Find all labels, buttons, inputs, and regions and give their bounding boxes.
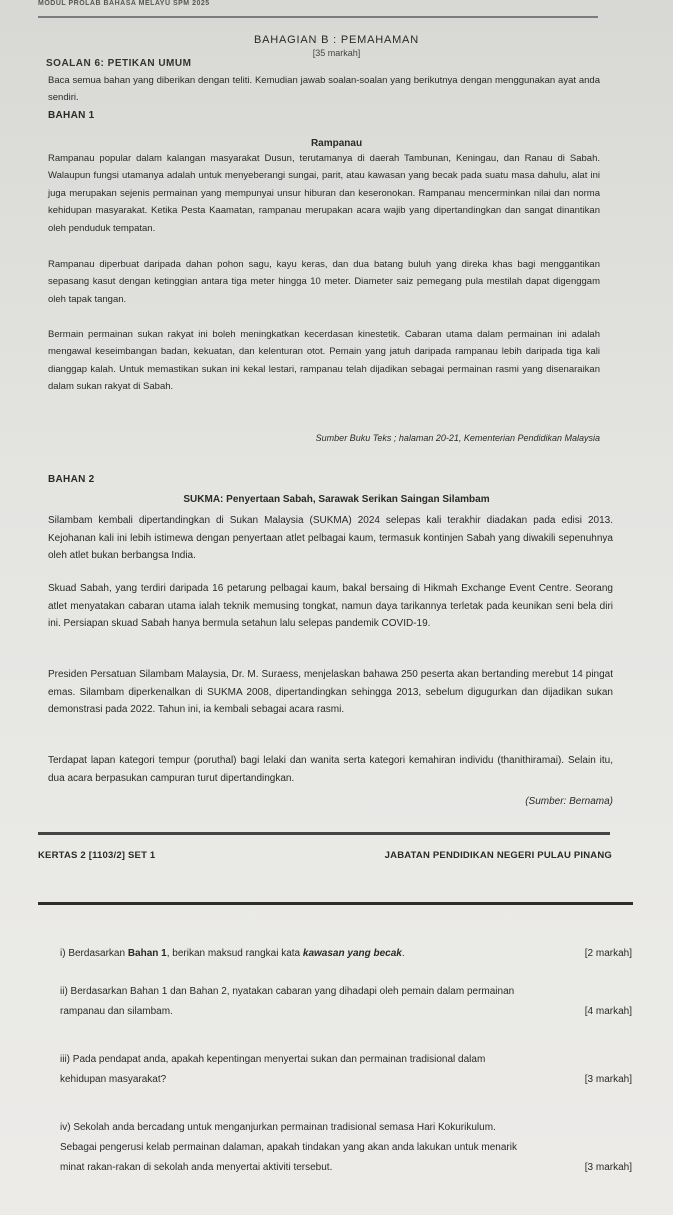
footer-rule bbox=[38, 832, 610, 835]
bahan2-label: BAHAN 2 bbox=[48, 474, 95, 485]
question-2-marks: [4 markah] bbox=[584, 1006, 632, 1017]
bahan1-label: BAHAN 1 bbox=[48, 110, 95, 121]
bahan2-paragraph-1: Silambam kembali dipertandingkan di Sukan Malaysia (SUKMA) 2024 selepas kali terakhir diadakan pada edisi 2013. Kejohanan kali ini lebih istimewa dengan penyertaan atlet pelbagai kaum, termasuk kontinjen Sabah yang diwakili sepenuhnya oleh atlet bukan berbangsa India. bbox=[48, 515, 613, 562]
bahan2-paragraph-2: Skuad Sabah, yang terdiri daripada 16 petarung pelbagai kaum, bakal bersaing di Hikmah Exchange Event Centre. Seorang atlet menyatakan cabaran utama ialah teknik memusing tongkat, namun daya tarikannya terletak pada keunikan seni bela diri ini. Persiapan skuad Sabah hanya bermula setahun lalu selepas pandemik COVID-19. bbox=[48, 583, 613, 630]
section-marks: [35 markah] bbox=[312, 48, 361, 58]
bahan1-title: Rampanau bbox=[310, 138, 363, 149]
question-1-marks: [2 markah] bbox=[584, 948, 632, 959]
page-break-rule bbox=[38, 902, 633, 905]
question-2: ii) Berdasarkan Bahan 1 dan Bahan 2, nyatakan cabaran yang dihadapi oleh pemain dalam permainan rampanau dan silambam. [4 markah] bbox=[60, 982, 632, 1022]
bahan1-source: Sumber Buku Teks ; halaman 20-21, Kementerian Pendidikan Malaysia bbox=[315, 433, 600, 443]
bahan1-paragraph-1: Rampanau popular dalam kalangan masyarakat Dusun, terutamanya di daerah Tambunan, Keningau, dan Ranau di Sabah. Walaupun fungsi utamanya adalah untuk menyeberangi sungai, parit, atau kawasan yang becak pada suatu masa dahulu, alat ini juga merupakan sejenis permainan yang mempunyai unsur hiburan dan keseronokan. Rampanau mencerminkan nilai dan norma kehidupan masyarakat. Ketika Pesta Kaamatan, rampanau merupakan acara wajib yang dipertandingkan dan sangat dinantikan oleh penduduk tempatan. bbox=[48, 153, 600, 234]
question-4: iv) Sekolah anda bercadang untuk menganjurkan permainan tradisional semasa Hari Kokurikulum. Sebagai pengerusi kelab permainan dalaman, apakah tindakan yang akan anda lakukan untuk menarik minat rakan-rakan di sekolah anda menyertai aktiviti tersebut. [3 markah] bbox=[60, 1118, 632, 1178]
question-heading: SOALAN 6: PETIKAN UMUM bbox=[46, 58, 192, 69]
section-title: BAHAGIAN B : PEMAHAMAN bbox=[254, 34, 419, 46]
question-3-marks: [3 markah] bbox=[584, 1074, 632, 1085]
question-1: i) Berdasarkan Bahan 1, berikan maksud rangkai kata kawasan yang becak. [2 markah] bbox=[60, 944, 632, 964]
bahan1-paragraph-2: Rampanau diperbuat daripada dahan pohon sagu, kayu keras, dan dua batang buluh yang direka khas bagi menggantikan sepasang kasut dengan ketinggian antara tiga meter hingga 10 meter. Diameter saiz pemegang pula mestilah dapat digenggam oleh tapak tangan. bbox=[48, 259, 600, 305]
bahan2-source: (Sumber: Bernama) bbox=[525, 796, 613, 807]
question-3: iii) Pada pendapat anda, apakah kepentingan menyertai sukan dan permainan tradisional dalam kehidupan masyarakat? [3 markah] bbox=[60, 1050, 632, 1090]
bahan2-paragraph-3: Presiden Persatuan Silambam Malaysia, Dr. M. Suraess, menjelaskan bahawa 250 peserta akan bertanding merebut 14 pingat emas. Silambam diperkenalkan di SUKMA 2008, dipertandingkan sehingga 2013, sebelum digugurkan dan dijadikan sukan demonstrasi pada 2022. Tahun ini, ia kembali sebagai acara rasmi. bbox=[48, 669, 613, 716]
footer-left: KERTAS 2 [1103/2] SET 1 bbox=[38, 850, 156, 861]
instructions: Baca semua bahan yang diberikan dengan teliti. Kemudian jawab soalan-soalan yang berikutnya dengan menggunakan ayat anda sendiri. bbox=[48, 75, 600, 104]
bahan1-paragraph-3: Bermain permainan sukan rakyat ini boleh meningkatkan kecerdasan kinestetik. Cabaran utama dalam permainan ini adalah mengawal keseimbangan badan, kekuatan, dan kelenturan otot. Pemain yang jatuh daripada rampanau lebih daripada tiga kali dianggap kalah. Untuk memastikan sukan ini kekal lestari, rampanau telah dijadikan sebagai permainan rasmi yang disenaraikan dalam sukan rakyat di Sabah. bbox=[48, 329, 600, 393]
module-header: MODUL PROLAB BAHASA MELAYU SPM 2025 bbox=[38, 0, 210, 7]
question-4-marks: [3 markah] bbox=[584, 1162, 632, 1173]
bahan2-title: SUKMA: Penyertaan Sabah, Sarawak Serikan Saingan Silambam bbox=[183, 494, 490, 505]
header-rule bbox=[38, 16, 598, 18]
footer-right: JABATAN PENDIDIKAN NEGERI PULAU PINANG bbox=[384, 850, 612, 861]
bahan2-paragraph-4: Terdapat lapan kategori tempur (poruthal) bagi lelaki dan wanita serta kategori kemahiran individu (thanithiramai). Selain itu, dua acara berpasukan campuran turut dipertandingkan. bbox=[48, 755, 613, 784]
